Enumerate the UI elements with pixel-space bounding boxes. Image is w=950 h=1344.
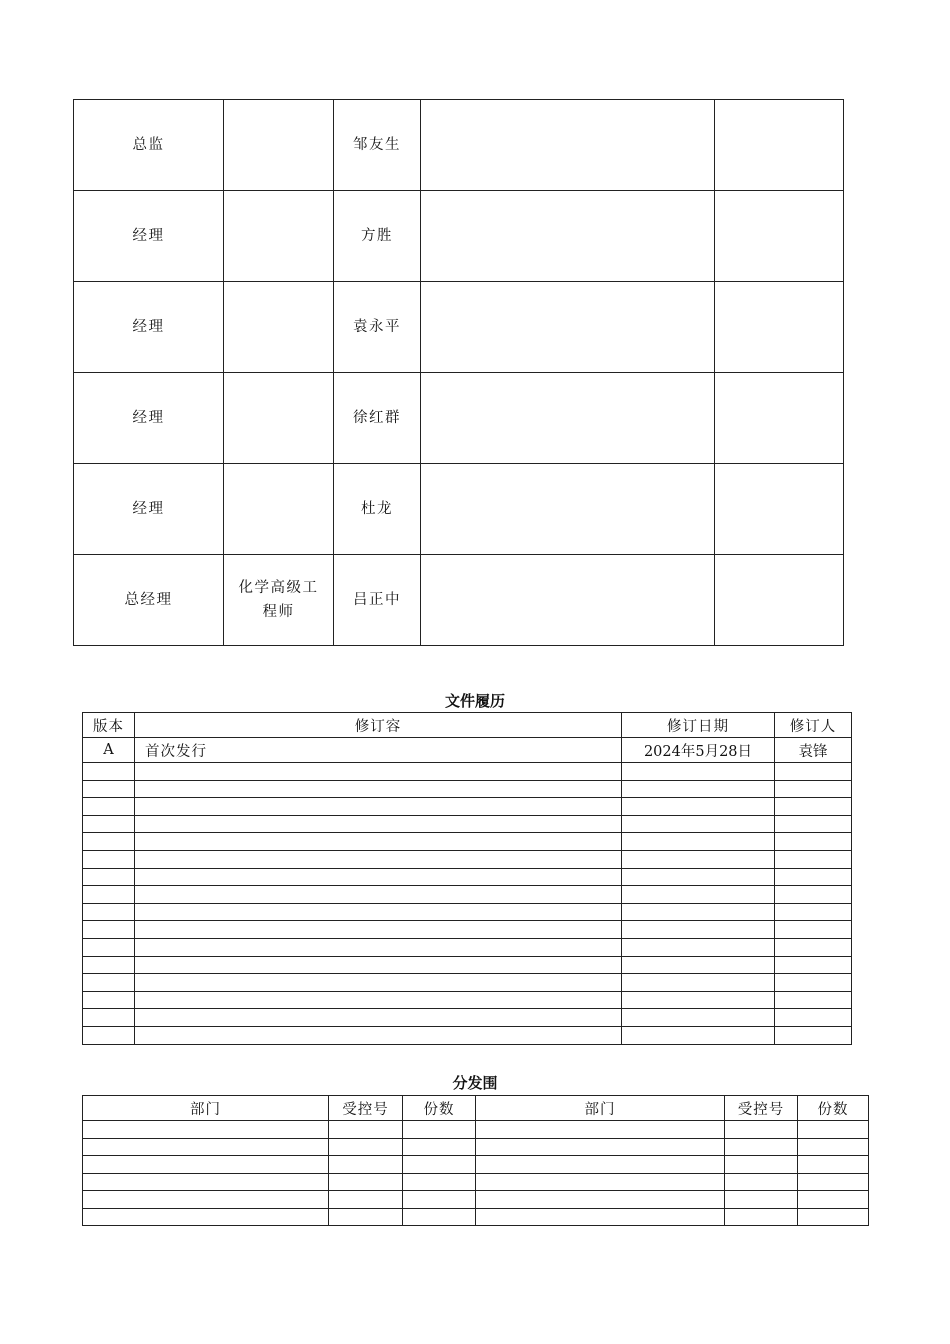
distribution-cell [403,1121,476,1139]
signatory-signature [715,191,844,282]
distribution-cell [725,1138,798,1156]
revision-cell-empty [135,921,622,939]
revision-cell-empty [83,833,135,851]
distribution-cell [83,1191,329,1209]
revision-row-empty [83,956,852,974]
revision-cell-empty [775,815,852,833]
signatory-qualification [224,191,334,282]
distribution-cell [725,1173,798,1191]
revision-cell-empty [622,956,775,974]
distribution-title: 分发围 [452,1074,498,1092]
signatory-qualification: 化学高级工程师 [224,555,334,646]
distribution-cell [403,1173,476,1191]
signatory-row [74,373,844,464]
distribution-row [83,1208,869,1226]
header-department: 部门 [83,1096,329,1121]
revision-cell-empty [83,850,135,868]
revision-cell-empty [135,886,622,904]
signatory-title: 总监 [74,100,224,191]
revision-cell-empty [83,991,135,1009]
distribution-cell [798,1121,869,1139]
revision-cell-empty [83,798,135,816]
signatory-title: 经理 [74,373,224,464]
revision-cell-empty [135,798,622,816]
revision-row-empty [83,1026,852,1044]
revision-cell-empty [775,763,852,781]
distribution-row [83,1121,869,1139]
distribution-cell [476,1191,725,1209]
distribution-cell [403,1138,476,1156]
revision-cell-empty [83,938,135,956]
revision-row-empty [83,780,852,798]
revision-cell-empty [775,956,852,974]
revision-cell-empty [135,991,622,1009]
revision-cell-empty [83,956,135,974]
revision-cell-empty [83,868,135,886]
revision-row-empty [83,850,852,868]
revision-row-empty [83,903,852,921]
signatory-signature [715,100,844,191]
revision-cell-empty [622,938,775,956]
signatory-signature [715,373,844,464]
distribution-cell [798,1173,869,1191]
header-revision-date: 修订日期 [622,713,775,738]
revision-cell-empty [775,850,852,868]
revision-row [83,738,852,763]
revision-history-title: 文件履历 [444,692,505,710]
revision-cell-empty [622,974,775,992]
signatory-name: 邹友生 [334,100,421,191]
distribution-row [83,1156,869,1174]
revision-cell-empty [83,780,135,798]
revision-cell-empty [135,974,622,992]
revision-cell-empty [622,850,775,868]
revision-cell-empty [622,903,775,921]
signatory-signature [715,282,844,373]
revision-cell-empty [622,868,775,886]
signatory-row [74,282,844,373]
distribution-cell [725,1191,798,1209]
revision-row-empty [83,991,852,1009]
revision-cell-empty [135,938,622,956]
revision-cell-empty [622,886,775,904]
distribution-cell [329,1191,403,1209]
revision-cell-empty [622,1009,775,1027]
signatory-signature [715,555,844,646]
revision-cell-empty [775,833,852,851]
revision-row-empty [83,886,852,904]
revision-history-body [83,738,852,1045]
revision-cell-empty [135,956,622,974]
distribution-cell [329,1121,403,1139]
signatory-name: 吕正中 [334,555,421,646]
header-reviser: 修订人 [775,713,852,738]
revision-date: 2024年5月28日 [622,738,775,763]
signatory-remarks [421,191,715,282]
revision-row-empty [83,815,852,833]
signatory-table-body [74,100,844,646]
header-department-2: 部门 [476,1096,725,1121]
distribution-cell [725,1121,798,1139]
distribution-cell [329,1138,403,1156]
revision-header-row [83,713,852,738]
signatory-remarks [421,555,715,646]
distribution-cell [476,1173,725,1191]
distribution-cell [83,1121,329,1139]
signatory-title: 经理 [74,282,224,373]
revision-row-empty [83,921,852,939]
revision-cell-empty [622,921,775,939]
signatory-row [74,555,844,646]
revision-cell-empty [83,763,135,781]
distribution-cell [329,1208,403,1226]
signatory-table [73,99,844,646]
revision-cell-empty [622,798,775,816]
revision-cell-empty [622,815,775,833]
signatory-name: 袁永平 [334,282,421,373]
revision-row-empty [83,974,852,992]
revision-cell-empty [83,1009,135,1027]
revision-cell-empty [135,815,622,833]
distribution-header-row [83,1096,869,1121]
header-revision-content: 修订容 [135,713,622,738]
revision-cell-empty [83,903,135,921]
header-control-number: 受控号 [329,1096,403,1121]
signatory-name: 徐红群 [334,373,421,464]
signatory-remarks [421,373,715,464]
revision-row-empty [83,798,852,816]
revision-row-empty [83,938,852,956]
distribution-row [83,1138,869,1156]
header-version: 版本 [83,713,135,738]
signatory-remarks [421,282,715,373]
revision-row-empty [83,763,852,781]
revision-cell-empty [83,886,135,904]
revision-cell-empty [135,868,622,886]
distribution-body [83,1121,869,1226]
revision-cell-empty [775,1026,852,1044]
signatory-qualification [224,282,334,373]
revision-cell-empty [775,921,852,939]
revision-cell-empty [775,903,852,921]
distribution-cell [403,1156,476,1174]
revision-cell-empty [775,1009,852,1027]
distribution-cell [403,1208,476,1226]
revision-cell-empty [775,780,852,798]
revision-cell-empty [622,763,775,781]
signatory-title: 总经理 [74,555,224,646]
revision-cell-empty [775,974,852,992]
revision-cell-empty [622,780,775,798]
revision-cell-empty [775,991,852,1009]
revision-cell-empty [83,974,135,992]
revision-row-empty [83,833,852,851]
revision-cell-empty [83,921,135,939]
header-control-number-2: 受控号 [725,1096,798,1121]
signatory-remarks [421,464,715,555]
distribution-cell [798,1138,869,1156]
signatory-title: 经理 [74,191,224,282]
distribution-cell [83,1173,329,1191]
distribution-table [82,1095,869,1226]
revision-cell-empty [775,798,852,816]
signatory-qualification [224,100,334,191]
revision-version: A [83,738,135,763]
distribution-cell [83,1208,329,1226]
revision-cell-empty [135,1026,622,1044]
distribution-cell [476,1138,725,1156]
distribution-cell [476,1208,725,1226]
signatory-remarks [421,100,715,191]
header-copies: 份数 [403,1096,476,1121]
revision-cell-empty [775,938,852,956]
distribution-cell [476,1121,725,1139]
revision-cell-empty [622,991,775,1009]
distribution-cell [329,1156,403,1174]
signatory-name: 方胜 [334,191,421,282]
signatory-row [74,464,844,555]
revision-cell-empty [775,886,852,904]
revision-reviser: 袁锋 [775,738,852,763]
revision-row-empty [83,1009,852,1027]
signatory-name: 杜龙 [334,464,421,555]
distribution-cell [329,1173,403,1191]
header-copies-2: 份数 [798,1096,869,1121]
distribution-row [83,1191,869,1209]
revision-cell-empty [135,833,622,851]
revision-content: 首次发行 [135,738,622,763]
signatory-qualification [224,373,334,464]
distribution-cell [403,1191,476,1209]
revision-cell-empty [135,1009,622,1027]
revision-cell-empty [83,1026,135,1044]
distribution-cell [725,1156,798,1174]
revision-cell-empty [622,833,775,851]
revision-cell-empty [622,1026,775,1044]
revision-cell-empty [775,868,852,886]
revision-cell-empty [135,903,622,921]
signatory-row [74,100,844,191]
distribution-cell [83,1138,329,1156]
distribution-cell [798,1191,869,1209]
revision-cell-empty [135,780,622,798]
revision-history-table [82,712,852,1045]
distribution-cell [725,1208,798,1226]
signatory-row [74,191,844,282]
signatory-signature [715,464,844,555]
revision-row-empty [83,868,852,886]
revision-cell-empty [135,763,622,781]
distribution-row [83,1173,869,1191]
distribution-cell [83,1156,329,1174]
revision-cell-empty [83,815,135,833]
revision-cell-empty [135,850,622,868]
distribution-cell [798,1156,869,1174]
distribution-cell [798,1208,869,1226]
signatory-qualification [224,464,334,555]
signatory-title: 经理 [74,464,224,555]
distribution-cell [476,1156,725,1174]
